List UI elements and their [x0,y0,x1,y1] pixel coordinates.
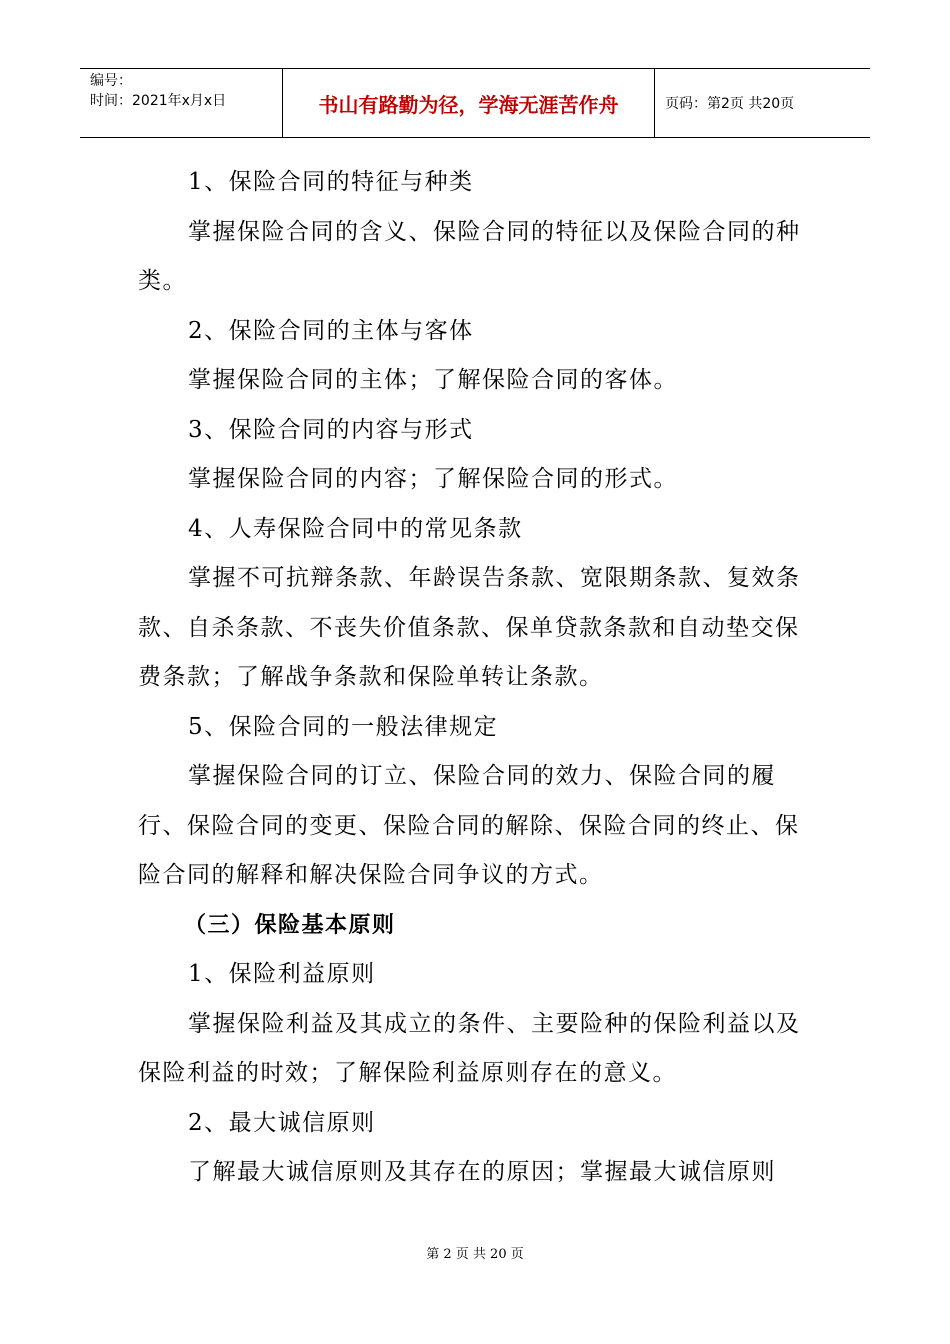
section-heading: 5、保险合同的一般法律规定 [188,713,499,740]
page-header [80,68,870,138]
body-paragraph: 掌握不可抗辩条款、年龄误告条款、宽限期条款、复效条款、自杀条款、不丧失价值条款、保单贷款条款和自动垫交保费条款；了解战争条款和保险单转让条款。 [138,565,801,690]
body-paragraph: 了解最大诚信原则及其存在的原因；掌握最大诚信原则 [188,1159,776,1185]
section-heading: 2、最大诚信原则 [188,1109,376,1136]
chapter-heading: （三）保险基本原则 [184,912,396,938]
header-page-info: 页码：第2页 共20页 [665,96,795,112]
page-footer: 第 2 页 共 20 页 [426,1247,524,1262]
number-label: 编号： [90,73,132,89]
body-paragraph: 掌握保险合同的订立、保险合同的效力、保险合同的履行、保险合同的变更、保险合同的解除、保险合同的终止、保险合同的解释和解决保险合同争议的方式。 [138,763,800,888]
section-heading: 1、保险合同的特征与种类 [188,169,474,195]
body-paragraph: 掌握保险利益及其成立的条件、主要险种的保险利益以及保险利益的时效；了解保险利益原则存在的意义。 [138,1010,801,1086]
section-heading: 4、人寿保险合同中的常见条款 [188,515,523,542]
time-label: 时间：2021年x月x日 [90,93,227,109]
body-paragraph: 掌握保险合同的主体；了解保险合同的客体。 [188,367,678,393]
document-body [138,158,814,1198]
section-heading: 1、保险利益原则 [188,961,376,987]
section-heading: 3、保险合同的内容与形式 [188,416,474,443]
body-paragraph: 掌握保险合同的内容；了解保险合同的形式。 [188,466,678,492]
body-paragraph: 掌握保险合同的含义、保险合同的特征以及保险合同的种类。 [138,218,801,294]
section-heading: 2、保险合同的主体与客体 [188,317,474,344]
header-meta [80,69,283,137]
header-motto: 书山有路勤为径，学海无涯苦作舟 [283,69,655,137]
